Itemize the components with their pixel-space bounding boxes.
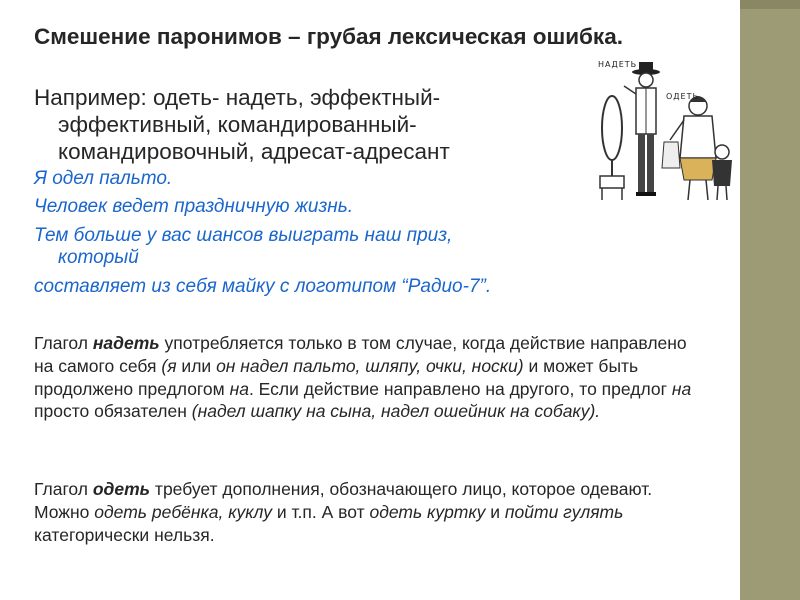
paronym-examples xyxy=(34,84,594,165)
rule-paragraph-nadet: Глагол надеть употребляется только в том случае, когда действие направлено на самого себя (я или он надел пальто, шляпу, очки, носки) и может быть продолжено предлогом на. Если действие направлено на другого, то предлог на просто обязателен (надел шапку на сына, надел ошейник на собаку). xyxy=(34,333,692,422)
examples-line-1: Например: одеть- надеть, эффектный- xyxy=(34,85,441,110)
error-sentence-3 xyxy=(34,225,674,269)
nadet-odet-illustration xyxy=(594,58,736,208)
keyword-odet: одеть xyxy=(92,479,151,499)
rule-paragraph-odet: Глагол одеть требует дополнения, обозначающего лицо, которое одевают. Можно одеть ребёнка, куклу и т.п. А вот одеть куртку и пойти гулять категорически нельзя. xyxy=(34,479,653,545)
caption-odet: ОДЕТЬ xyxy=(666,92,699,101)
examples-line-3: командировочный, адресат-адресант xyxy=(58,139,450,164)
error-sentence-1: Я одел пальто. xyxy=(34,168,173,189)
keyword-nadet: надеть xyxy=(92,333,160,353)
decorative-side-bar xyxy=(740,0,800,600)
error-sentence-4: составляет из себя майку с логотипом “Радио-7”. xyxy=(34,276,492,297)
error-sentence-3-line-2: который xyxy=(58,247,139,268)
error-sentence-3-line-1: Тем больше у вас шансов выиграть наш приз, xyxy=(34,225,453,246)
decorative-side-bar-top xyxy=(740,0,800,9)
cartoon-figures-image xyxy=(594,58,736,208)
caption-nadet: НАДЕТЬ xyxy=(598,60,638,69)
error-sentence-2: Человек ведет праздничную жизнь. xyxy=(34,196,354,217)
examples-line-2: эффективный, командированный- xyxy=(58,112,417,137)
slide-title: Смешение паронимов – грубая лексическая ошибка. xyxy=(34,24,623,49)
